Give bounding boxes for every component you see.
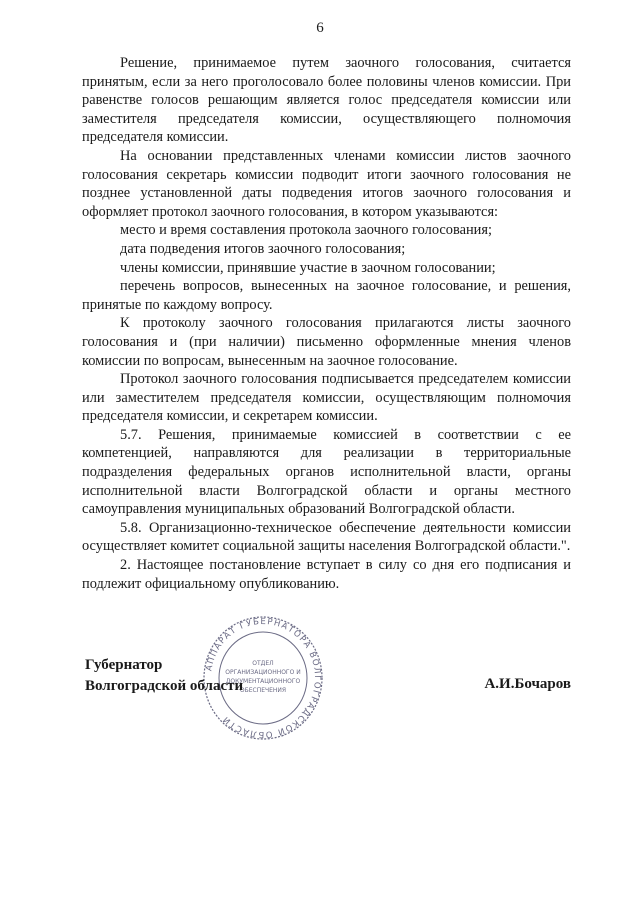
paragraph: место и время составления протокола заочного голосования; — [120, 222, 492, 239]
signer-name: А.И.Бочаров — [484, 676, 571, 692]
paragraph: 5.8. Организационно-техническое обеспечение деятельности комиссии осуществляет комитет социальной защиты населения Волгоградской области.". — [82, 519, 571, 555]
stamp-inner-line: ОРГАНИЗАЦИОННОГО И — [225, 669, 301, 676]
paragraph: Решение, принимаемое путем заочного голосования, считается принятым, если за него проголосовало более половины членов комиссии. При равенстве голосов решающим является голос председателя комиссии или заместителя председателя комиссии, осуществляющего полномочия председателя комиссии. — [82, 55, 571, 146]
paragraph: члены комиссии, принявшие участие в заочном голосовании; — [120, 259, 496, 276]
paragraph: Протокол заочного голосования подписывается председателем комиссии или заместителем председателя комиссии, осуществляющим полномочия председателя комиссии, и секретарем комиссии. — [82, 371, 571, 425]
paragraph: 2. Настоящее постановление вступает в силу со дня его подписания и подлежит официальному опубликованию. — [82, 557, 571, 592]
document-body — [82, 54, 571, 593]
signer-title-line: Волгоградской области — [85, 678, 244, 694]
paragraph: 5.7. Решения, принимаемые комиссией в соответствии с ее компетенцией, направляются для реализации в территориальные подразделения федеральных органов исполнительной власти, органы исполнительной власти Волгоградской области и органы местного самоуправления муниципальных образований Волгоградской области. — [82, 426, 571, 518]
paragraph: перечень вопросов, вынесенных на заочное голосование, и решения, принятые по каждому вопросу. — [82, 278, 571, 313]
paragraph: К протоколу заочного голосования прилагаются листы заочного голосования и (при наличии) письменно оформленные мнения членов комиссии по вопросам, вынесенным на заочное голосование. — [82, 315, 571, 369]
signature-block — [85, 655, 243, 697]
signer-title-line: Губернатор — [85, 657, 163, 673]
page-number: 6 — [316, 20, 324, 36]
paragraph: дата подведения итогов заочного голосования; — [120, 240, 406, 257]
stamp-inner-line: ОБЕСПЕЧЕНИЯ — [239, 687, 287, 694]
paragraph: На основании представленных членами комиссии листов заочного голосования секретарь комиссии подводит итоги заочного голосования не позднее установленной даты подведения итогов заочного голосования и оформляет протокол заочного голосования, в котором указываются: — [82, 147, 571, 220]
stamp-outer-text: АППАРАТ ГУБЕРНАТОРА ВОЛГОГРАДСКОЙ ОБЛАСТИ — [204, 616, 323, 740]
stamp-inner-line: ОТДЕЛ — [252, 660, 274, 667]
stamp-inner-line: ДОКУМЕНТАЦИОННОГО — [225, 678, 301, 685]
